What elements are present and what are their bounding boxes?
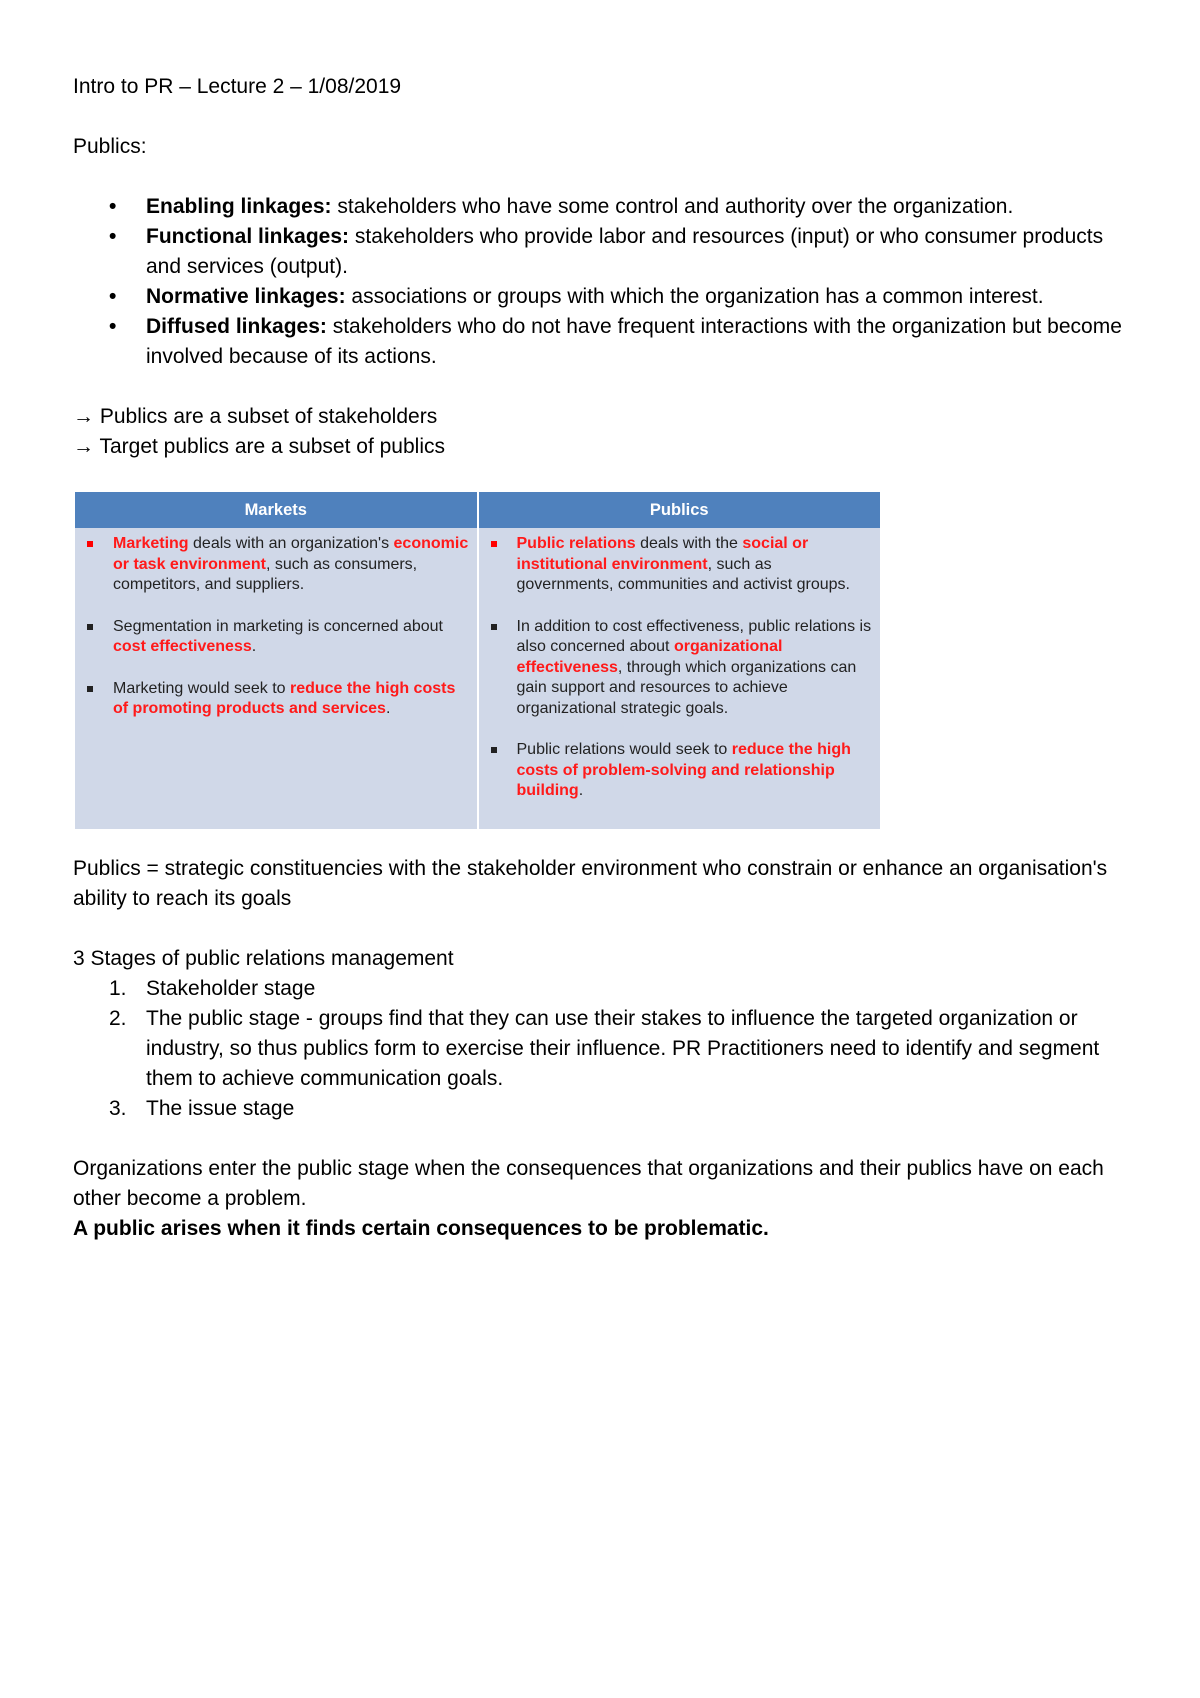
arrow-statement-text: Target publics are a subset of publics	[99, 435, 445, 458]
list-item	[73, 192, 1133, 222]
list-item	[73, 1004, 1133, 1094]
body-text: In addition to cost effectiveness, public relations is also concerned about	[516, 617, 872, 655]
bullet-icon: •	[109, 315, 117, 338]
arrow-right-icon: →	[73, 405, 94, 428]
table-row	[75, 528, 880, 829]
highlight-text: reduce the high costs of problem-solving and relationship building	[516, 741, 851, 799]
header-markets: Markets	[75, 492, 478, 528]
body-text: Segmentation in marketing is concerned about	[113, 617, 443, 635]
list-item	[73, 282, 1133, 312]
linkages-list	[73, 192, 1133, 372]
list-item	[73, 222, 1133, 282]
bullet-icon: •	[109, 195, 117, 218]
body-text: , through which organizations can gain support and resources to achieve organizational strategic goals.	[516, 658, 857, 717]
square-bullet-icon	[87, 541, 93, 547]
body-text: Marketing would seek to	[113, 679, 290, 697]
highlight-text: cost effectiveness	[113, 638, 252, 655]
body-text: , such as consumers, competitors, and suppliers.	[113, 555, 418, 593]
table-header-row	[75, 492, 880, 528]
list-item	[487, 534, 873, 596]
bullet-icon: •	[109, 225, 117, 248]
linkage-term: Diffused linkages:	[146, 315, 327, 338]
stages-list	[73, 974, 1133, 1124]
linkage-term: Normative linkages:	[146, 285, 346, 308]
stages-heading: 3 Stages of public relations management	[73, 947, 454, 970]
publics-definition: Publics = strategic constituencies with the stakeholder environment who constrain or enhance an organisation's ability to reach its goals	[73, 857, 1108, 910]
arrow-statement	[73, 402, 1133, 432]
closing-bold-text: A public arises when it finds certain consequences to be problematic.	[73, 1217, 769, 1240]
publics-heading: Publics:	[73, 135, 147, 158]
linkage-term: Enabling linkages:	[146, 195, 332, 218]
closing-bold-statement	[73, 1214, 1133, 1244]
stage-number: 2.	[109, 1007, 127, 1030]
linkage-text: stakeholders who do not have frequent interactions with the organization but become involved because of its actions.	[146, 315, 1122, 368]
linkage-text: stakeholders who provide labor and resources (input) or who consumer products and services (output).	[146, 225, 1104, 278]
arrow-statement-text: Publics are a subset of stakeholders	[99, 405, 438, 428]
linkage-term: Functional linkages:	[146, 225, 350, 248]
body-text: deals with the	[635, 535, 743, 552]
square-bullet-icon	[491, 541, 497, 547]
body-text: , such as governments, communities and activist groups.	[516, 555, 850, 593]
linkage-text: associations or groups with which the organization has a common interest.	[345, 285, 1044, 308]
closing-paragraph: Organizations enter the public stage when the consequences that organizations and their publics have on each other become a problem.	[73, 1157, 1104, 1210]
bullet-icon: •	[109, 285, 117, 308]
stage-text: The issue stage	[146, 1097, 295, 1120]
square-bullet-icon	[491, 747, 497, 753]
publics-cell	[478, 528, 881, 829]
list-item	[487, 617, 873, 720]
list-item	[73, 312, 1133, 372]
markets-cell	[75, 528, 478, 829]
stage-number: 1.	[109, 977, 127, 1000]
list-item	[73, 1094, 1133, 1124]
list-item	[83, 679, 469, 720]
square-bullet-icon	[491, 624, 497, 630]
body-text: Public relations would seek to	[516, 741, 732, 758]
body-text: .	[578, 782, 584, 799]
list-item	[83, 617, 469, 658]
square-bullet-icon	[87, 624, 93, 630]
highlight-text: reduce the high costs of promoting products and services	[113, 679, 456, 717]
document-title: Intro to PR – Lecture 2 – 1/08/2019	[73, 75, 402, 98]
arrow-statement	[73, 432, 1133, 462]
list-item	[83, 534, 469, 596]
body-text: deals with an organization's	[188, 535, 394, 552]
list-item	[487, 740, 873, 802]
square-bullet-icon	[87, 686, 93, 692]
body-text: .	[385, 700, 391, 717]
header-publics: Publics	[478, 492, 881, 528]
highlight-text: Marketing	[113, 535, 189, 552]
body-text: .	[251, 638, 257, 655]
stage-text: The public stage - groups find that they can use their stakes to influence the targeted organization or industry, so thus publics form to exercise their influence. PR Practitioners need to identify and segment them to achieve communication goals.	[146, 1007, 1100, 1090]
highlight-text: social or institutional environment	[516, 535, 809, 573]
linkage-text: stakeholders who have some control and authority over the organization.	[331, 195, 1014, 218]
arrow-right-icon: →	[73, 435, 94, 458]
highlight-text: Public relations	[516, 535, 636, 552]
stage-text: Stakeholder stage	[146, 977, 316, 1000]
markets-publics-table	[75, 492, 880, 829]
list-item	[73, 974, 1133, 1004]
highlight-text: organizational effectiveness	[516, 638, 783, 676]
stage-number: 3.	[109, 1097, 127, 1120]
highlight-text: economic or task environment	[113, 535, 469, 573]
